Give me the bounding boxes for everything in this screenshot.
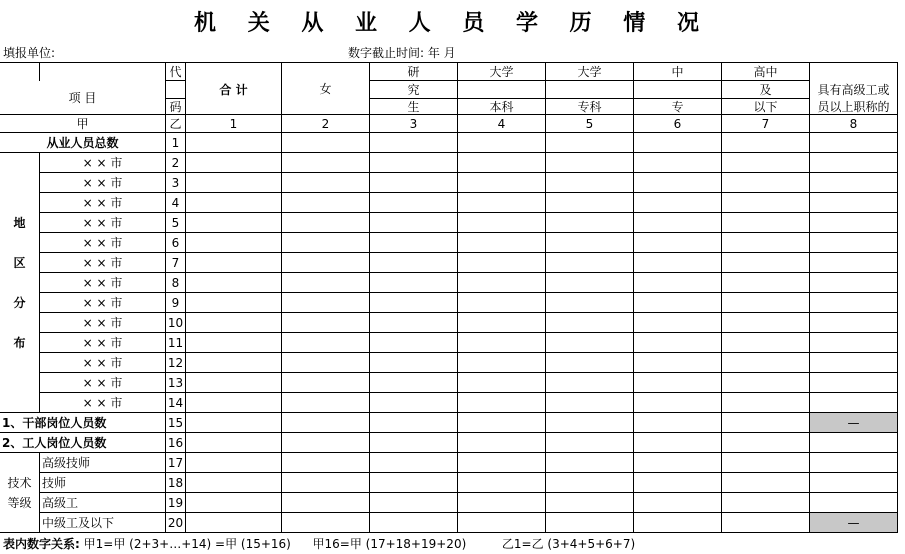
row-cell bbox=[281, 192, 370, 213]
row-cell bbox=[545, 492, 634, 513]
row-cell bbox=[809, 272, 898, 293]
header-col-number: 5 bbox=[545, 114, 634, 133]
row-label-city: × × 市 bbox=[39, 372, 166, 393]
row-cell bbox=[721, 392, 810, 413]
row-label-city: × × 市 bbox=[39, 272, 166, 293]
row-label-total: 从业人员总数 bbox=[0, 132, 166, 153]
row-cell bbox=[809, 472, 898, 493]
row-cell bbox=[545, 172, 634, 193]
header-blank bbox=[39, 62, 166, 81]
row-cell bbox=[457, 392, 546, 413]
row-cell bbox=[457, 512, 546, 533]
row-cell bbox=[633, 512, 722, 533]
region-side bbox=[0, 312, 40, 333]
row-cell bbox=[633, 492, 722, 513]
row-label-city: × × 市 bbox=[39, 152, 166, 173]
row-cell bbox=[457, 272, 546, 293]
row-cell bbox=[185, 252, 282, 273]
row-cell bbox=[457, 312, 546, 333]
row-code: 18 bbox=[165, 472, 186, 493]
row-cell bbox=[457, 192, 546, 213]
row-cell bbox=[721, 452, 810, 473]
row-cell bbox=[721, 312, 810, 333]
row-cell bbox=[369, 392, 458, 413]
deadline-label: 数字截止时间: 年 月 bbox=[348, 46, 456, 60]
row-cell bbox=[721, 192, 810, 213]
row-label-city: × × 市 bbox=[39, 212, 166, 233]
header-college-bottom: 专科 bbox=[545, 98, 634, 115]
tech-side: 技术 bbox=[0, 472, 40, 493]
header-total: 合 计 bbox=[185, 80, 282, 99]
header-hs-bottom: 以下 bbox=[721, 98, 810, 115]
region-side: 分 bbox=[0, 292, 40, 313]
header-senior-line1: 具有高级工或 bbox=[809, 80, 898, 99]
row-cell bbox=[281, 432, 370, 453]
row-cell bbox=[185, 312, 282, 333]
row-cell bbox=[809, 172, 898, 193]
row-cell bbox=[721, 132, 810, 153]
row-code: 20 bbox=[165, 512, 186, 533]
row-code: 9 bbox=[165, 292, 186, 313]
row-cell bbox=[633, 312, 722, 333]
row-cell bbox=[185, 392, 282, 413]
row-cell bbox=[633, 392, 722, 413]
row-cell bbox=[809, 332, 898, 353]
row-label-city: × × 市 bbox=[39, 172, 166, 193]
row-cell-dash: — bbox=[809, 512, 898, 533]
region-side bbox=[0, 372, 40, 393]
row-cell bbox=[281, 392, 370, 413]
row-cell bbox=[369, 172, 458, 193]
row-cell bbox=[185, 352, 282, 373]
row-cell bbox=[809, 252, 898, 273]
row-cell bbox=[721, 472, 810, 493]
row-code: 12 bbox=[165, 352, 186, 373]
header-grad-char: 研 bbox=[369, 62, 458, 81]
region-side bbox=[0, 232, 40, 253]
row-cell bbox=[185, 332, 282, 353]
header-college-top: 大学 bbox=[545, 62, 634, 81]
row-cell bbox=[633, 472, 722, 493]
row-cell bbox=[369, 132, 458, 153]
header-hs-top: 高中 bbox=[721, 62, 810, 81]
row-cell bbox=[185, 372, 282, 393]
row-label-city: × × 市 bbox=[39, 252, 166, 273]
header-col-number: 8 bbox=[809, 114, 898, 133]
row-code: 10 bbox=[165, 312, 186, 333]
row-cell bbox=[457, 152, 546, 173]
row-cell bbox=[721, 172, 810, 193]
row-code: 19 bbox=[165, 492, 186, 513]
row-label-city: × × 市 bbox=[39, 192, 166, 213]
row-cell bbox=[545, 312, 634, 333]
row-cell bbox=[721, 212, 810, 233]
footer-relation-2: 甲16=甲 (17+18+19+20) bbox=[312, 537, 467, 551]
row-cell bbox=[369, 352, 458, 373]
row-cell bbox=[721, 492, 810, 513]
header-mid-bottom: 专 bbox=[633, 98, 722, 115]
header-col-number: 4 bbox=[457, 114, 546, 133]
row-cell bbox=[369, 292, 458, 313]
row-cell bbox=[281, 252, 370, 273]
row-cell bbox=[185, 232, 282, 253]
row-cell bbox=[633, 432, 722, 453]
region-side bbox=[0, 152, 40, 173]
region-side bbox=[0, 352, 40, 373]
row-cell bbox=[633, 332, 722, 353]
row-cell bbox=[633, 252, 722, 273]
row-cell bbox=[721, 412, 810, 433]
row-cell bbox=[633, 412, 722, 433]
region-side bbox=[0, 392, 40, 413]
row-cell bbox=[633, 292, 722, 313]
row-cell bbox=[281, 372, 370, 393]
row-cell bbox=[281, 172, 370, 193]
row-cell bbox=[369, 272, 458, 293]
row-cell bbox=[457, 352, 546, 373]
header-mid-blank bbox=[633, 80, 722, 99]
row-cell bbox=[457, 412, 546, 433]
row-cell bbox=[633, 192, 722, 213]
row-cell bbox=[457, 232, 546, 253]
row-cell bbox=[633, 212, 722, 233]
footer-label: 表内数字关系: bbox=[3, 537, 80, 551]
tech-side: 等级 bbox=[0, 492, 40, 513]
row-label-tech: 高级工 bbox=[39, 492, 166, 513]
row-cell bbox=[545, 472, 634, 493]
row-cell bbox=[185, 172, 282, 193]
header-code-char: 代 bbox=[165, 62, 186, 81]
header-college-blank bbox=[545, 80, 634, 99]
row-cell bbox=[457, 132, 546, 153]
row-cell bbox=[185, 472, 282, 493]
region-side bbox=[0, 272, 40, 293]
header-senior-blank bbox=[809, 62, 898, 81]
row-label-city: × × 市 bbox=[39, 292, 166, 313]
row-cell bbox=[809, 232, 898, 253]
row-cell bbox=[809, 212, 898, 233]
row-cell bbox=[457, 332, 546, 353]
row-cell bbox=[545, 512, 634, 533]
row-cell bbox=[545, 192, 634, 213]
row-code: 5 bbox=[165, 212, 186, 233]
row-cell bbox=[185, 272, 282, 293]
row-cell bbox=[545, 152, 634, 173]
row-cell bbox=[809, 152, 898, 173]
row-cell bbox=[369, 332, 458, 353]
header-col-number: 6 bbox=[633, 114, 722, 133]
row-label-city: × × 市 bbox=[39, 312, 166, 333]
row-cell bbox=[185, 192, 282, 213]
row-cell bbox=[369, 372, 458, 393]
footer-relation-1: 甲1=甲 (2+3+…+14) =甲 (15+16) bbox=[83, 537, 291, 551]
header-jia: 甲 bbox=[0, 114, 166, 133]
row-cell bbox=[369, 412, 458, 433]
row-cell bbox=[545, 392, 634, 413]
row-cell bbox=[281, 492, 370, 513]
footer-relation-3: 乙1=乙 (3+4+5+6+7) bbox=[501, 537, 636, 551]
row-cell bbox=[457, 492, 546, 513]
row-cell bbox=[809, 292, 898, 313]
header-total-blank bbox=[185, 62, 282, 81]
row-cell bbox=[721, 372, 810, 393]
row-code: 2 bbox=[165, 152, 186, 173]
row-code: 8 bbox=[165, 272, 186, 293]
row-code: 15 bbox=[165, 412, 186, 433]
row-cell bbox=[633, 152, 722, 173]
row-cell bbox=[185, 512, 282, 533]
region-side bbox=[0, 172, 40, 193]
row-cell bbox=[369, 312, 458, 333]
row-cell bbox=[369, 252, 458, 273]
row-cell bbox=[281, 412, 370, 433]
header-hs-mid: 及 bbox=[721, 80, 810, 99]
row-code: 16 bbox=[165, 432, 186, 453]
row-label-tech: 技师 bbox=[39, 472, 166, 493]
row-cell bbox=[281, 312, 370, 333]
row-cell bbox=[369, 192, 458, 213]
row-cell-dash: — bbox=[809, 412, 898, 433]
header-code-blank bbox=[165, 80, 186, 99]
header-col-number: 3 bbox=[369, 114, 458, 133]
row-code: 6 bbox=[165, 232, 186, 253]
header-univ-bottom: 本科 bbox=[457, 98, 546, 115]
row-cell bbox=[545, 412, 634, 433]
row-cell bbox=[281, 512, 370, 533]
row-code: 13 bbox=[165, 372, 186, 393]
row-cell bbox=[281, 152, 370, 173]
row-cell bbox=[545, 332, 634, 353]
row-cell bbox=[185, 152, 282, 173]
row-cell bbox=[721, 432, 810, 453]
row-cell bbox=[281, 472, 370, 493]
row-code: 14 bbox=[165, 392, 186, 413]
row-cell bbox=[457, 252, 546, 273]
row-cell bbox=[721, 272, 810, 293]
row-cell bbox=[369, 452, 458, 473]
row-cell bbox=[809, 392, 898, 413]
row-code: 4 bbox=[165, 192, 186, 213]
row-cell bbox=[457, 452, 546, 473]
row-code: 11 bbox=[165, 332, 186, 353]
row-cell bbox=[281, 452, 370, 473]
row-label-post: 2、工人岗位人员数 bbox=[0, 432, 166, 453]
row-cell bbox=[721, 232, 810, 253]
row-cell bbox=[721, 152, 810, 173]
row-cell bbox=[721, 252, 810, 273]
row-label-city: × × 市 bbox=[39, 352, 166, 373]
row-code: 1 bbox=[165, 132, 186, 153]
row-cell bbox=[633, 272, 722, 293]
row-cell bbox=[545, 372, 634, 393]
row-cell bbox=[721, 512, 810, 533]
header-code-char: 乙 bbox=[165, 114, 186, 133]
row-cell bbox=[809, 132, 898, 153]
row-cell bbox=[457, 212, 546, 233]
row-cell bbox=[185, 452, 282, 473]
row-cell bbox=[809, 372, 898, 393]
row-cell bbox=[633, 132, 722, 153]
row-cell bbox=[281, 212, 370, 233]
row-cell bbox=[809, 312, 898, 333]
footer-relations bbox=[3, 535, 635, 552]
row-cell bbox=[281, 272, 370, 293]
row-cell bbox=[457, 432, 546, 453]
header-blank bbox=[0, 62, 40, 81]
row-cell bbox=[281, 132, 370, 153]
tech-side bbox=[0, 452, 40, 473]
row-label-post: 1、干部岗位人员数 bbox=[0, 412, 166, 433]
row-cell bbox=[185, 132, 282, 153]
tech-side bbox=[0, 512, 40, 533]
row-cell bbox=[369, 472, 458, 493]
row-cell bbox=[457, 292, 546, 313]
row-cell bbox=[545, 352, 634, 373]
row-cell bbox=[185, 432, 282, 453]
fill-unit-label: 填报单位: bbox=[3, 46, 56, 60]
row-cell bbox=[369, 232, 458, 253]
row-cell bbox=[545, 132, 634, 153]
row-cell bbox=[369, 152, 458, 173]
row-cell bbox=[545, 452, 634, 473]
header-col-number: 7 bbox=[721, 114, 810, 133]
row-cell bbox=[809, 492, 898, 513]
row-cell bbox=[545, 212, 634, 233]
row-cell bbox=[633, 172, 722, 193]
row-label-city: × × 市 bbox=[39, 332, 166, 353]
region-side: 区 bbox=[0, 252, 40, 273]
row-cell bbox=[545, 292, 634, 313]
row-cell bbox=[545, 432, 634, 453]
row-cell bbox=[633, 232, 722, 253]
header-code-char: 码 bbox=[165, 98, 186, 115]
row-cell bbox=[281, 352, 370, 373]
row-label-tech: 高级技师 bbox=[39, 452, 166, 473]
row-code: 7 bbox=[165, 252, 186, 273]
row-cell bbox=[369, 492, 458, 513]
region-side bbox=[0, 192, 40, 213]
header-grad-char: 生 bbox=[369, 98, 458, 115]
row-cell bbox=[721, 292, 810, 313]
row-cell bbox=[809, 352, 898, 373]
row-cell bbox=[369, 432, 458, 453]
region-side: 地 bbox=[0, 212, 40, 233]
header-col-number: 2 bbox=[281, 114, 370, 133]
row-cell bbox=[185, 292, 282, 313]
row-code: 17 bbox=[165, 452, 186, 473]
row-cell bbox=[545, 272, 634, 293]
row-cell bbox=[545, 252, 634, 273]
row-cell bbox=[457, 472, 546, 493]
row-cell bbox=[369, 212, 458, 233]
header-female: 女 bbox=[281, 62, 370, 115]
row-label-city: × × 市 bbox=[39, 392, 166, 413]
row-cell bbox=[809, 452, 898, 473]
row-cell bbox=[633, 372, 722, 393]
row-code: 3 bbox=[165, 172, 186, 193]
header-univ-top: 大学 bbox=[457, 62, 546, 81]
region-side: 布 bbox=[0, 332, 40, 353]
row-cell bbox=[809, 192, 898, 213]
header-grad-char: 究 bbox=[369, 80, 458, 99]
header-total-blank bbox=[185, 98, 282, 115]
header-univ-blank bbox=[457, 80, 546, 99]
row-cell bbox=[185, 412, 282, 433]
row-cell bbox=[457, 372, 546, 393]
row-cell bbox=[633, 452, 722, 473]
row-label-tech: 中级工及以下 bbox=[39, 512, 166, 533]
page-title: 机 关 从 业 人 员 学 历 情 况 bbox=[194, 11, 711, 36]
row-cell bbox=[281, 232, 370, 253]
row-cell bbox=[809, 432, 898, 453]
row-cell bbox=[185, 212, 282, 233]
row-label-city: × × 市 bbox=[39, 232, 166, 253]
row-cell bbox=[633, 352, 722, 373]
row-cell bbox=[281, 292, 370, 313]
header-senior-line2: 员以上职称的 bbox=[809, 98, 898, 115]
row-cell bbox=[457, 172, 546, 193]
row-cell bbox=[281, 332, 370, 353]
row-cell bbox=[185, 492, 282, 513]
row-cell bbox=[721, 352, 810, 373]
header-mid-top: 中 bbox=[633, 62, 722, 81]
row-cell bbox=[545, 232, 634, 253]
education-table bbox=[0, 62, 898, 530]
row-cell bbox=[721, 332, 810, 353]
header-col-number: 1 bbox=[185, 114, 282, 133]
header-item: 项 目 bbox=[0, 80, 166, 115]
row-cell bbox=[369, 512, 458, 533]
